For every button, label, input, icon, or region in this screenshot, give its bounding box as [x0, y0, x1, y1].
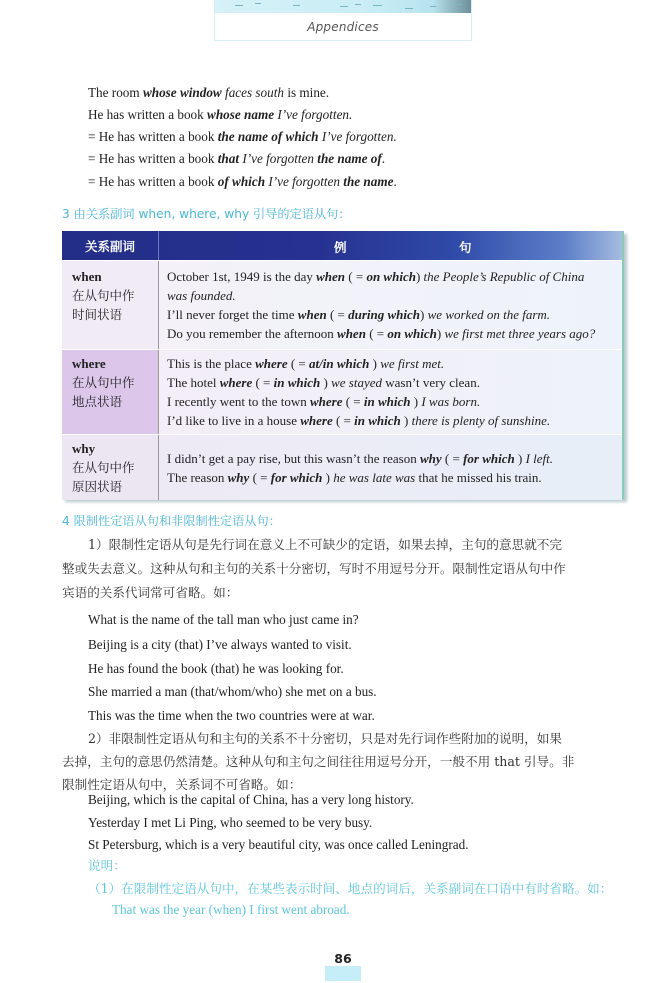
paragraph-2-line: 去掉，主句的意思仍然清楚。这种从句和主句之间往往用逗号分开，一般不用 that 引导。非	[62, 754, 575, 769]
non-restrictive-example: Yesterday I met Li Ping, who seemed to be very busy.	[88, 815, 373, 830]
example-line: October 1st, 1949 is the day when ( = on which) the People’s Republic of China	[167, 269, 585, 284]
non-restrictive-example: Beijing, which is the capital of China, has a very long history.	[88, 792, 414, 807]
example-line: I recently went to the town where ( = in which ) I was born.	[167, 394, 481, 409]
non-restrictive-example: St Petersburg, which is a very beautiful city, was once called Leningrad.	[88, 837, 469, 852]
section-4-title: 4 限制性定语从句和非限制性定语从句：	[62, 514, 281, 528]
adverb-function: 在从句中作	[72, 460, 135, 475]
note-example: That was the year (when) I first went abroad.	[112, 902, 350, 917]
restrictive-example: What is the name of the tall man who just came in?	[88, 612, 359, 627]
example-cell	[159, 261, 622, 349]
table-row-why	[62, 434, 622, 500]
example-sentence: = He has written a book of which I’ve forgotten the name.	[88, 174, 397, 189]
header-example-char1: 例	[334, 240, 347, 255]
paragraph-2-line: 限制性定语从句中，关系词不可省略。如：	[62, 777, 302, 792]
example-line: I didn’t get a pay rise, but this wasn’t the reason why ( = for which ) I left.	[167, 451, 553, 466]
header-example-char2: 句	[459, 240, 472, 255]
paragraph-1-line: 1）限制性定语从句是先行词在意义上不可缺少的定语，如果去掉，主句的意思就不完	[88, 537, 562, 552]
example-cell	[159, 350, 622, 434]
adverb-function: 在从句中作	[72, 288, 135, 303]
adverb-keyword: when	[72, 269, 102, 284]
example-line: This is the place where ( = at/in which ) we first met.	[167, 356, 445, 371]
table-row-where	[62, 349, 622, 434]
example-sentence: The room whose window faces south is mine.	[88, 85, 330, 100]
restrictive-example: Beijing is a city (that) I’ve always wanted to visit.	[88, 637, 352, 652]
paragraph-1-line: 宾语的关系代词常可省略。如：	[62, 585, 239, 600]
paragraph-1-line: 整或失去意义。这种从句和主句的关系十分密切，写时不用逗号分开。限制性定语从句中作	[62, 561, 566, 576]
adverb-keyword: why	[72, 441, 96, 456]
example-line: The reason why ( = for which ) he was late was that he missed his train.	[167, 470, 542, 485]
restrictive-example: This was the time when the two countries were at war.	[88, 708, 375, 723]
restrictive-example: He has found the book (that) he was looking for.	[88, 661, 344, 676]
header-decorative-band	[215, 0, 471, 13]
note-label: 说明：	[88, 858, 126, 873]
example-sentence: He has written a book whose name I’ve forgotten.	[88, 107, 353, 122]
example-line: I’d like to live in a house where ( = in which ) there is plenty of sunshine.	[167, 413, 551, 428]
page-number-bar	[325, 966, 361, 981]
adverb-cell	[62, 350, 159, 434]
adverb-keyword: where	[72, 356, 106, 371]
example-sentence: = He has written a book the name of which I’ve forgotten.	[88, 129, 397, 144]
restrictive-example: She married a man (that/whom/who) she met on a bus.	[88, 684, 377, 699]
header-relative-adverb: 关系副词	[62, 231, 159, 260]
page-number: 86	[325, 951, 361, 966]
example-cell	[159, 435, 622, 500]
adverb-function-type: 原因状语	[72, 479, 123, 494]
adverb-function-type: 时间状语	[72, 307, 123, 322]
header-title: Appendices	[307, 20, 379, 34]
page-number-tab	[325, 951, 361, 981]
adverb-cell	[62, 261, 159, 349]
example-sentence: = He has written a book that I’ve forgotten the name of.	[88, 151, 386, 166]
table-row-when	[62, 260, 622, 349]
note-item: （1）在限制性定语从句中，在某些表示时间、地点的词后，关系副词在口语中有时省略。如：	[88, 881, 613, 896]
running-header	[214, 0, 472, 41]
example-line: The hotel where ( = in which ) we stayed wasn’t very clean.	[167, 375, 480, 390]
adverb-cell	[62, 435, 159, 500]
header-examples	[159, 231, 622, 260]
table-body	[62, 260, 622, 500]
adverb-function-type: 地点状语	[72, 394, 123, 409]
example-line: I’ll never forget the time when ( = during which) we worked on the farm.	[167, 307, 551, 322]
example-line: was founded.	[167, 288, 236, 303]
example-line: Do you remember the afternoon when ( = on which) we first met three years ago?	[167, 326, 596, 341]
relative-adverb-table	[62, 231, 624, 499]
section-3-title: 3 由关系副词 when, where, why 引导的定语从句：	[62, 207, 351, 221]
paragraph-2-line: 2）非限制性定语从句和主句的关系不十分密切，只是对先行词作些附加的说明，如果	[88, 731, 562, 746]
adverb-function: 在从句中作	[72, 375, 135, 390]
table-header	[62, 231, 622, 260]
